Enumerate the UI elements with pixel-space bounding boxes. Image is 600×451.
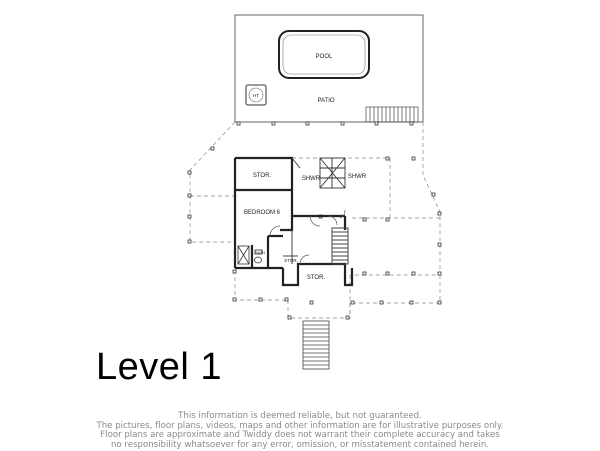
disclaimer-line: no responsibility whatsoever for any error, omission, or misstatement contained herein.	[110, 439, 490, 450]
shower-left-label: SHWR	[301, 176, 321, 182]
pool-label: POOL	[315, 54, 333, 60]
storage-top-label: STOR.	[252, 173, 272, 179]
disclaimer	[0, 412, 600, 450]
disclaimer-line: The pictures, floor plans, videos, maps and other information are for illustrative purposes only.	[96, 420, 504, 431]
bath-fixtures	[238, 246, 262, 264]
shower-grid	[320, 158, 345, 188]
hot-tub-label: HT	[253, 93, 259, 98]
shower-right-label: SHWR	[347, 174, 367, 180]
disclaimer-line: Floor plans are approximate and Twiddy does not warrant their complete accuracy and takes	[100, 430, 500, 441]
storage-bottom-label: STOR.	[306, 275, 326, 281]
bath-label: BATH	[254, 250, 266, 255]
level-title: Level 1	[96, 346, 223, 388]
storage-small-label: STOR.	[284, 258, 298, 263]
deck-outline	[190, 122, 440, 318]
patio-label: PATIO	[317, 98, 335, 104]
disclaimer-line: This information is deemed reliable, but not guaranteed.	[178, 411, 422, 421]
front-stairs	[303, 321, 329, 369]
deck-posts	[188, 122, 441, 319]
patio-steps	[366, 107, 418, 122]
bedroom-label: BEDROOM 6	[243, 210, 281, 216]
